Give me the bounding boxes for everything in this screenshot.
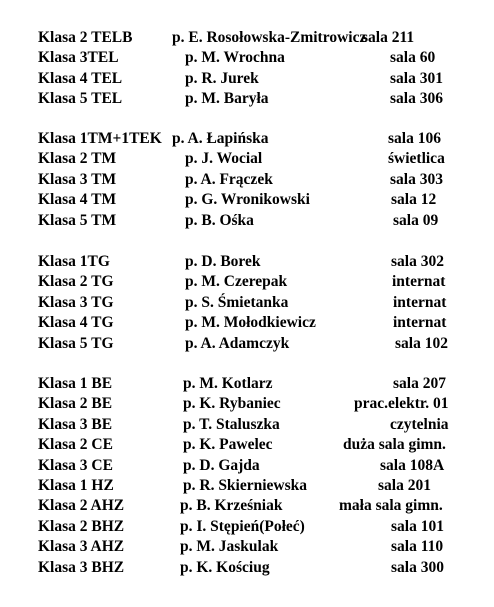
room-name: sala 60 [390, 49, 436, 67]
teacher-name: p. B. Ośka [185, 211, 254, 229]
class-name: Klasa 5 TEL [38, 90, 123, 108]
class-row [0, 272, 494, 292]
room-name: sala 300 [391, 558, 444, 576]
room-name: internat [393, 293, 447, 311]
teacher-name: p. A. Adamczyk [185, 334, 290, 352]
class-row [0, 374, 494, 394]
class-name: Klasa 2 TM [38, 150, 117, 168]
room-name: sala 301 [390, 69, 443, 87]
room-name: sala 102 [395, 334, 448, 352]
class-row [0, 293, 494, 313]
room-name: sala 207 [393, 375, 446, 392]
class-row [0, 211, 494, 231]
room-name: świetlica [388, 150, 445, 168]
teacher-name: p. J. Wocial [185, 150, 263, 168]
class-name: Klasa 1TM+1TEK [38, 130, 162, 147]
class-row [0, 517, 494, 537]
teacher-name: p. D. Gajda [183, 456, 260, 474]
teacher-name: p. D. Borek [185, 253, 261, 270]
class-row [0, 334, 494, 354]
class-name: Klasa 3TEL [38, 49, 119, 67]
class-row [0, 496, 494, 516]
class-name: Klasa 1 HZ [38, 477, 114, 494]
class-name: Klasa 3 BHZ [38, 558, 125, 576]
teacher-name: p. K. Pawelec [183, 436, 273, 454]
teacher-name: p. A. Łapińska [172, 130, 269, 147]
room-name: sala 106 [388, 130, 441, 147]
room-name: sala 201 [378, 477, 431, 494]
class-name: Klasa 3 TM [38, 170, 117, 188]
class-row [0, 435, 494, 455]
room-name: sala 306 [390, 90, 443, 108]
class-row [0, 48, 494, 68]
class-name: Klasa 2 TG [38, 273, 114, 291]
class-row [0, 28, 494, 48]
room-name: sala 303 [390, 170, 443, 188]
class-name: Klasa 5 TM [38, 211, 117, 229]
class-row [0, 558, 494, 578]
teacher-name: p. A. Frączek [185, 170, 273, 188]
class-row [0, 537, 494, 557]
room-name: sala 110 [391, 538, 444, 556]
class-name: Klasa 2 CE [38, 436, 113, 454]
class-name: Klasa 2 BHZ [38, 517, 125, 535]
room-name: sala 108A [380, 456, 445, 474]
teacher-name: p. R. Jurek [185, 69, 259, 87]
class-name: Klasa 3 BE [38, 415, 113, 433]
class-name: Klasa 2 BE [38, 395, 113, 413]
class-row [0, 456, 494, 476]
class-row [0, 149, 494, 169]
teacher-name: p. M. Jaskulak [180, 538, 279, 556]
teacher-name: p. M. Mołodkiewicz [185, 314, 316, 332]
class-row [0, 415, 494, 435]
class-name: Klasa 1TG [38, 253, 110, 270]
class-name: Klasa 5 TG [38, 334, 114, 352]
room-name: internat [392, 273, 446, 291]
class-name: Klasa 2 TELB [38, 29, 133, 46]
teacher-name: p. R. Skierniewska [183, 477, 308, 494]
teacher-name: p. K. Kościug [180, 558, 270, 576]
room-name: internat [393, 314, 447, 332]
teacher-name: p. K. Rybaniec [183, 395, 281, 413]
class-row [0, 170, 494, 190]
room-name: prac.elektr. 01 [354, 395, 449, 413]
class-row [0, 313, 494, 333]
class-name: Klasa 2 AHZ [38, 497, 125, 515]
teacher-name: p. B. Krześniak [180, 497, 283, 515]
teacher-name: p. G. Wronikowski [185, 191, 310, 209]
teacher-name: p. S. Śmietanka [185, 293, 289, 311]
room-name: sala 302 [391, 253, 444, 270]
teacher-name: p. M. Kotlarz [183, 375, 273, 392]
class-name: Klasa 3 TG [38, 293, 114, 311]
teacher-name: p. T. Staluszka [183, 415, 280, 433]
class-name: Klasa 3 AHZ [38, 538, 125, 556]
teacher-name: p. M. Baryła [185, 90, 269, 108]
room-name: sala 09 [393, 211, 439, 229]
class-row [0, 476, 494, 496]
room-name: mała sala gimn. [339, 497, 443, 515]
class-name: Klasa 4 TG [38, 314, 114, 332]
teacher-name: p. M. Wrochna [185, 49, 285, 67]
class-name: Klasa 4 TEL [38, 69, 123, 87]
class-row [0, 394, 494, 414]
class-row [0, 129, 494, 149]
room-name: sala 211 [362, 29, 415, 46]
room-name: duża sala gimn. [343, 436, 446, 454]
class-row [0, 89, 494, 109]
teacher-name: p. I. Stępień(Połeć) [180, 517, 305, 535]
class-name: Klasa 4 TM [38, 191, 117, 209]
class-name: Klasa 3 CE [38, 456, 113, 474]
teacher-name: p. M. Czerepak [185, 273, 288, 291]
class-row [0, 69, 494, 89]
room-name: sala 12 [391, 191, 437, 209]
class-name: Klasa 1 BE [38, 375, 113, 392]
room-name: czytelnia [390, 415, 449, 433]
teacher-name: p. E. Rosołowska-Zmitrowicz [172, 29, 367, 46]
class-row [0, 190, 494, 210]
room-name: sala 101 [391, 517, 444, 535]
class-row [0, 252, 494, 272]
